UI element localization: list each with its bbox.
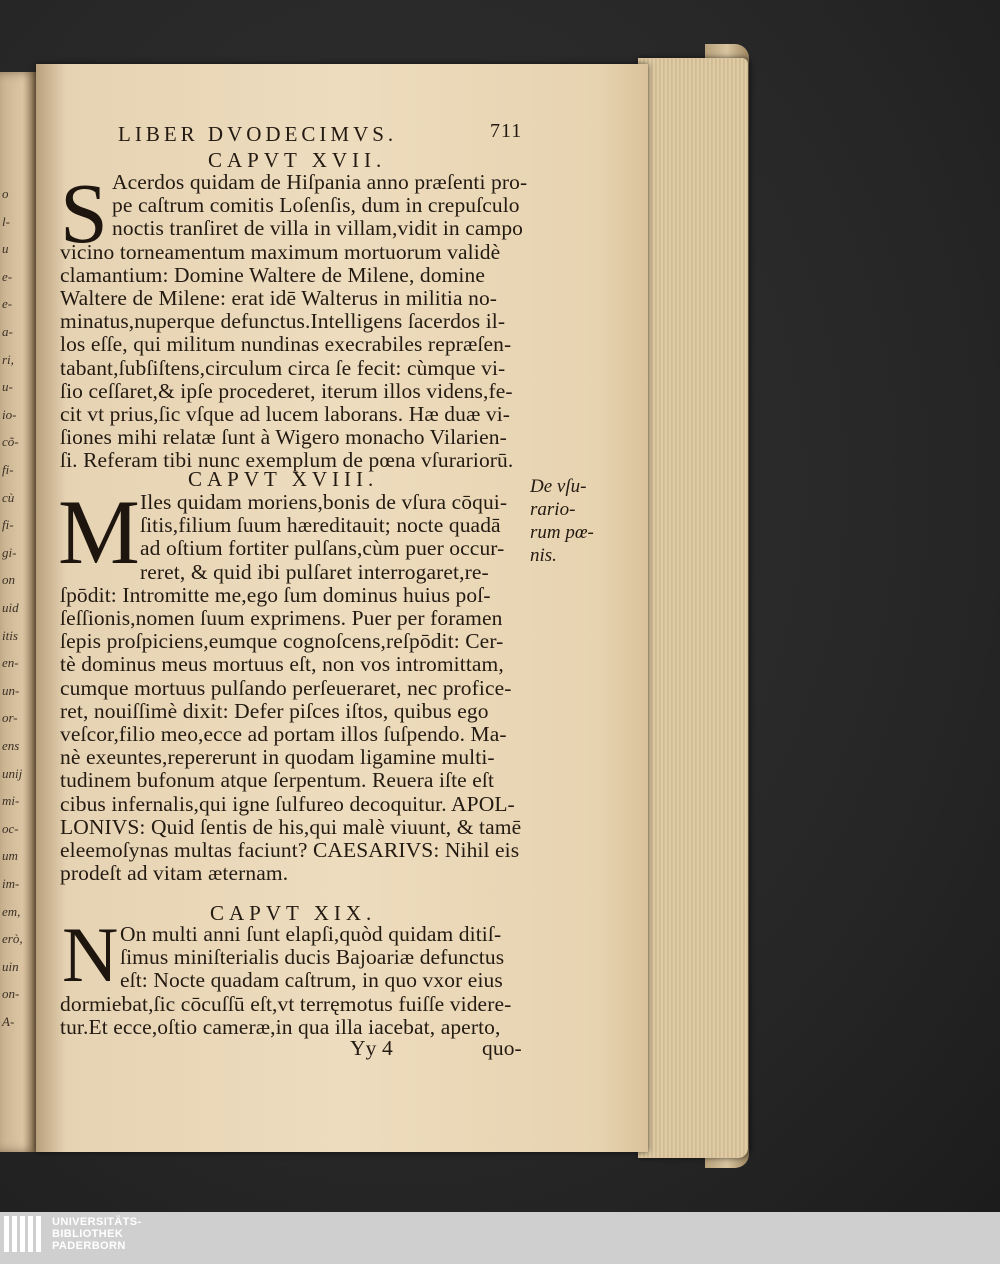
left-page-fragment: cõ- [2,434,19,450]
text-line: ſeſſionis,nomen ſuum exprimens. Puer per foramen [60,606,503,630]
text-line: cit vt prius,ſic vſque ad lucem laborans. Hæ duæ vi- [60,402,511,426]
chapter-heading: CAPVT XIX. [210,901,377,925]
text-line: dormiebat,ſic cōcuſſū eſt,vt terręmotus fuiſſe videre- [60,991,512,1016]
left-page-fragment: im- [2,876,20,891]
text-line: ſpōdit: Intromitte me,ego ſum dominus huius poſ- [60,582,491,607]
chapter-heading: CAPVT XVII. [208,148,387,172]
left-page-fragment: on- [2,986,20,1002]
left-page-fragment: fi- [2,462,14,477]
left-page-fragment: uin [2,958,19,974]
marginal-note-line: rario- [530,499,576,520]
text-line: On multi anni ſunt elapſi,quòd quidam ditiſ- [120,922,502,946]
left-page-fragment: u- [2,379,13,395]
text-line: prodeſt ad vitam æternam. [60,861,289,886]
marginal-note-line: nis. [530,545,557,566]
text-line: pe caſtrum comitis Loſenſis, dum in crepuſculo [112,193,520,218]
library-name-line1: UNIVERSITÄTS- [52,1216,142,1228]
text-line: ad oſtium fortiter pulſans,cùm puer occur- [140,536,505,561]
drop-capital: M [58,481,140,583]
text-line: tè dominus meus mortuus eſt, non vos intromittam, [60,652,504,677]
library-name-line2: BIBLIOTHEK [52,1228,124,1240]
text-line: nè exeuntes,repererunt in quodam ligamine multi- [60,745,495,770]
text-line: tabant,ſubſiſtens,circulum circa ſe fecit: cùmque vi- [60,355,506,380]
left-page-fragment: mi- [2,793,20,809]
left-page-fragment: io- [2,406,17,422]
text-line: ſiones mihi relatæ ſunt à Wigero monacho Vilarien- [60,425,507,450]
text-line: eleemoſynas multas faciunt? CAESARIVS: Nihil eis [60,838,520,862]
text-line: ret, nouiſſimè dixit: Defer piſces iſtos, quibus ego [60,698,489,723]
signature-mark: Yy 4 [350,1036,393,1060]
left-page-fragment: or- [2,710,18,726]
left-page-fragment: ri, [2,351,14,367]
left-page-fragment: a- [2,324,13,339]
library-name-line3: PADERBORN [52,1240,126,1252]
left-page-fragment: unij [2,765,23,781]
text-line: ſitis,filium ſuum hæreditauit; nocte quadā [140,513,501,538]
left-page-fragment: ens [2,738,20,753]
text-line: clamantium: Domine Waltere de Milene, domine [60,262,485,287]
left-page-fragment: o [2,186,9,201]
left-page-fragment: em, [2,903,21,919]
text-line: cibus infernalis,qui igne ſulfureo decoquitur. APOL- [60,791,515,816]
library-logo-icon [4,1216,48,1256]
viewer-footer [0,1212,1000,1264]
left-page-fragment: l- [2,213,10,229]
left-page-fragment: e- [2,268,13,284]
catchword: quo- [482,1036,522,1060]
left-page-fragment: u [2,241,9,257]
text-line: vicino torneamentum maximum mortuorum validè [60,239,501,264]
text-line: ſi. Referam tibi nunc exemplum de pœna vſurariorū. [60,448,514,473]
drop-capital: S [60,165,108,261]
page-fore-edge [638,58,748,1158]
text-line: reret, & quid ibi pulſaret interrogaret,re- [140,559,489,584]
marginal-note-line: rum pœ- [530,522,594,543]
text-line: cumque mortuus pulſando perſeueraret, nec profice- [60,675,512,700]
text-line: Iles quidam moriens,bonis de vſura cōqui- [140,490,508,514]
text-line: tur.Et ecce,oſtio cameræ,in qua illa iacebat, aperto, [60,1014,501,1039]
drop-capital: N [62,911,119,998]
left-page-fragment: cù [2,489,15,505]
running-title: LIBER DVODECIMVS. [118,122,398,146]
text-line: eſt: Nocte quadam caſtrum, in quo vxor eius [120,968,503,993]
text-line: ſio ceſſaret,& ipſe procederet, iterum illos videns,fe- [60,378,513,403]
left-page-fragment: A- [2,1014,15,1029]
folio-number: 711 [490,120,523,142]
text-line: los eſſe, qui militum nundinas execrabiles repræſen- [60,332,512,357]
left-page-fragment: erò, [2,931,23,947]
left-page-fragment: fi- [2,517,14,533]
text-line: noctis tranſiret de villa in villam,vidit in campo [112,216,524,241]
text-line: ſimus miniſterialis ducis Bajoariæ defunctus [120,945,505,970]
text-line: tudinem bufonum atque ſerpentum. Reuera iſte eſt [60,768,495,793]
text-line: ſepis proſpiciens,eumque cognoſcens,reſpōdit: Cer- [60,629,504,654]
text-line: minatus,nuperque defunctus.Intelligens ſacerdos il- [60,309,506,334]
text-line: LONIVS: Quid ſentis de his,qui malè viuunt, & tamē [60,814,522,839]
text-line: veſcor,filio meo,ecce ad portam illos ſuſpendo. Ma- [60,722,507,746]
left-page-fragment: on [2,572,15,588]
text-line: Waltere de Milene: erat idē Walterus in militia no- [60,286,498,310]
left-page-fragment: un- [2,682,20,698]
left-page-fragment: um [2,848,18,864]
left-page-fragment: gi- [2,544,17,560]
left-page-fragment: uid [2,600,19,615]
left-page-fragment: en- [2,655,19,671]
left-page-fragment: oc- [2,820,19,836]
left-page-fragment: e- [2,296,13,312]
marginal-note-line: De vſu- [530,476,587,497]
left-page-fragment: itis [2,627,18,643]
chapter-heading: CAPVT XVIII. [188,467,379,491]
text-line: Acerdos quidam de Hiſpania anno præſenti pro- [112,170,528,194]
